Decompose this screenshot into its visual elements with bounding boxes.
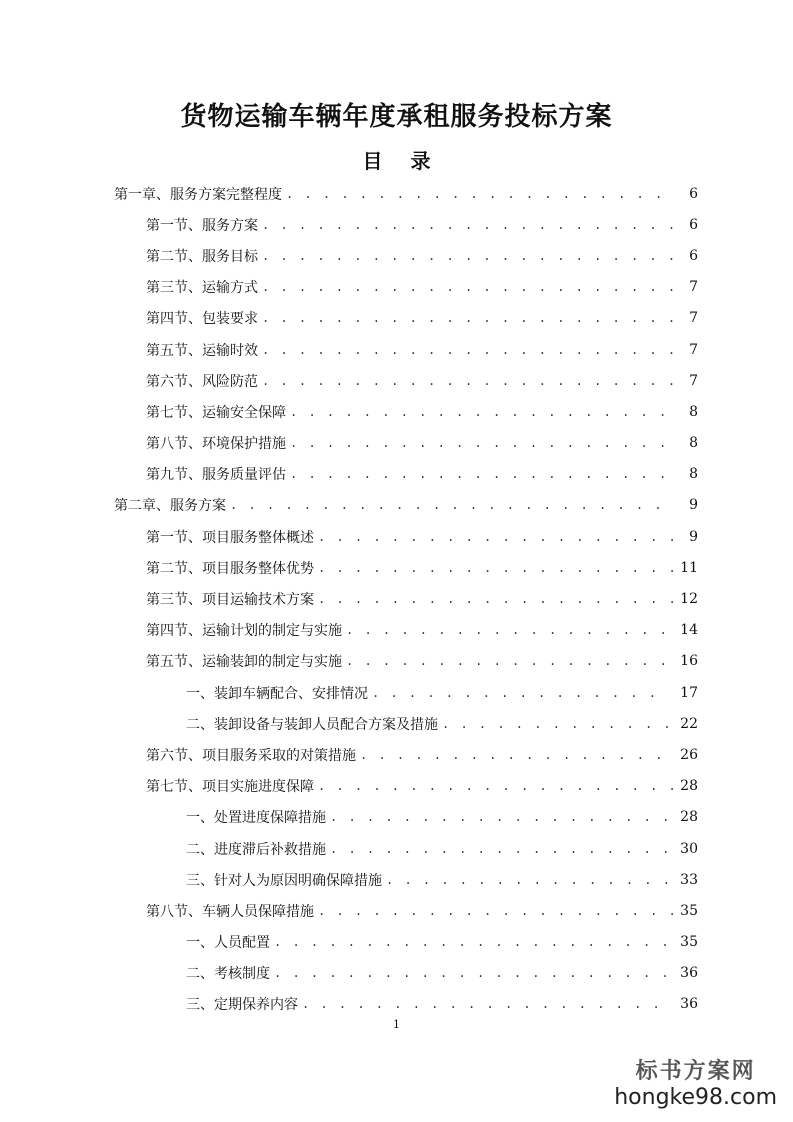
toc-entry-label: 二、装卸设备与装卸人员配合方案及措施	[186, 716, 438, 733]
page-number: 1	[393, 1018, 400, 1031]
toc-entry-page: 7	[689, 372, 698, 389]
toc-dot-leader	[442, 717, 670, 731]
toc-entry-label: 第二节、服务目标	[146, 248, 258, 265]
toc-entry-label: 一、装卸车辆配合、安排情况	[186, 685, 368, 702]
toc-entry-label: 第二章、服务方案	[114, 498, 226, 515]
toc-entry-label: 第四节、运输计划的制定与实施	[146, 623, 342, 640]
toc-dot-leader	[318, 592, 674, 606]
toc-entry-page: 8	[689, 403, 698, 420]
toc-dot-leader	[290, 467, 674, 481]
toc-entry[interactable]	[146, 521, 698, 552]
toc-entry-label: 第二节、项目服务整体优势	[146, 560, 314, 577]
toc-entry[interactable]	[146, 334, 698, 365]
toc-entry-label: 二、进度滞后补救措施	[186, 841, 326, 858]
toc-entry[interactable]	[114, 490, 698, 521]
toc-entry-label: 第一节、服务方案	[146, 217, 258, 234]
toc-dot-leader	[274, 966, 670, 980]
toc-entry-label: 第五节、运输时效	[146, 342, 258, 359]
toc-entry-label: 第三节、项目运输技术方案	[146, 592, 314, 609]
toc-dot-leader	[286, 187, 674, 201]
toc-dot-leader	[330, 842, 670, 856]
toc-entry-label: 第八节、车辆人员保障措施	[146, 903, 314, 920]
toc-entry[interactable]	[186, 958, 698, 989]
site-watermark	[614, 1054, 777, 1110]
toc-dot-leader	[262, 343, 674, 357]
toc-entry-page: 16	[680, 653, 698, 670]
toc-entry-label: 第一章、服务方案完整程度	[114, 186, 282, 203]
toc-entry-page: 28	[680, 778, 698, 795]
toc-entry-page: 7	[689, 310, 698, 327]
toc-dot-leader	[346, 623, 674, 637]
toc-entry-page: 30	[680, 840, 698, 857]
toc-dot-leader	[360, 748, 674, 762]
toc-entry-label: 第九节、服务质量评估	[146, 467, 286, 484]
toc-entry[interactable]	[186, 864, 698, 895]
toc-entry-page: 7	[689, 341, 698, 358]
toc-entry[interactable]	[146, 303, 698, 334]
toc-entry-label: 一、人员配置	[186, 935, 270, 952]
toc-entry[interactable]	[146, 272, 698, 303]
toc-entry-page: 36	[680, 996, 698, 1013]
toc-entry-page: 17	[680, 684, 698, 701]
toc-heading-right: 录	[410, 149, 431, 173]
toc-dot-leader	[386, 873, 670, 887]
toc-dot-leader	[302, 997, 670, 1011]
toc-entry-label: 第四节、包装要求	[146, 311, 258, 328]
toc-entry-page: 8	[689, 466, 698, 483]
toc-entry-label: 第六节、风险防范	[146, 373, 258, 390]
toc-dot-leader	[274, 935, 670, 949]
toc-entry[interactable]	[146, 646, 698, 677]
table-of-contents	[0, 178, 793, 1020]
document-title: 货物运输车辆年度承租服务投标方案	[180, 102, 613, 132]
toc-dot-leader	[318, 779, 674, 793]
toc-entry-label: 第七节、项目实施进度保障	[146, 779, 314, 796]
toc-entry-label: 第一节、项目服务整体概述	[146, 529, 314, 546]
toc-entry[interactable]	[186, 927, 698, 958]
toc-heading-left: 目	[362, 149, 383, 173]
toc-entry-page: 35	[680, 902, 698, 919]
toc-entry-label: 二、考核制度	[186, 966, 270, 983]
toc-entry[interactable]	[146, 895, 698, 926]
toc-dot-leader	[346, 654, 674, 668]
toc-entry[interactable]	[186, 802, 698, 833]
toc-entry-page: 9	[689, 497, 698, 514]
toc-entry-label: 第七节、运输安全保障	[146, 404, 286, 421]
toc-entry-page: 6	[689, 185, 698, 202]
toc-entry-label: 第八节、环境保护措施	[146, 436, 286, 453]
toc-entry-page: 6	[689, 247, 698, 264]
toc-entry-page: 22	[680, 715, 698, 732]
toc-entry[interactable]	[146, 739, 698, 770]
toc-dot-leader	[262, 218, 674, 232]
toc-entry[interactable]	[146, 240, 698, 271]
toc-entry-page: 36	[680, 965, 698, 982]
toc-entry-page: 35	[680, 934, 698, 951]
toc-heading	[0, 145, 793, 174]
toc-entry-page: 8	[689, 435, 698, 452]
toc-entry[interactable]	[114, 178, 698, 209]
toc-entry[interactable]	[146, 396, 698, 427]
toc-entry-page: 6	[689, 216, 698, 233]
toc-dot-leader	[372, 686, 670, 700]
toc-entry[interactable]	[186, 677, 698, 708]
toc-entry[interactable]	[146, 552, 698, 583]
toc-entry-page: 33	[680, 871, 698, 888]
toc-dot-leader	[290, 405, 674, 419]
toc-entry-page: 14	[680, 622, 698, 639]
toc-dot-leader	[318, 530, 674, 544]
toc-dot-leader	[318, 561, 674, 575]
toc-entry[interactable]	[146, 365, 698, 396]
toc-entry[interactable]	[146, 771, 698, 802]
toc-dot-leader	[262, 311, 674, 325]
toc-entry-page: 9	[689, 528, 698, 545]
toc-entry[interactable]	[186, 833, 698, 864]
toc-dot-leader	[262, 374, 674, 388]
toc-entry-page: 28	[680, 809, 698, 826]
toc-entry[interactable]	[146, 428, 698, 459]
toc-dot-leader	[262, 249, 674, 263]
toc-entry-label: 一、处置进度保障措施	[186, 810, 326, 827]
toc-entry[interactable]	[186, 989, 698, 1020]
toc-dot-leader	[230, 498, 674, 512]
toc-dot-leader	[330, 810, 670, 824]
toc-entry-page: 26	[680, 746, 698, 763]
toc-entry[interactable]	[146, 209, 698, 240]
toc-entry[interactable]	[146, 615, 698, 646]
toc-dot-leader	[318, 904, 674, 918]
toc-dot-leader	[262, 280, 674, 294]
toc-entry-label: 第三节、运输方式	[146, 280, 258, 297]
toc-entry-label: 三、针对人为原因明确保障措施	[186, 872, 382, 889]
watermark-domain: hongke98.com	[614, 1085, 777, 1110]
toc-entry-page: 11	[680, 559, 698, 576]
watermark-site-name: 标书方案网	[635, 1059, 756, 1084]
toc-entry-page: 12	[680, 591, 698, 608]
toc-entry[interactable]	[186, 708, 698, 739]
toc-entry[interactable]	[146, 459, 698, 490]
toc-entry-label: 三、定期保养内容	[186, 997, 298, 1014]
toc-entry-label: 第五节、运输装卸的制定与实施	[146, 654, 342, 671]
toc-dot-leader	[290, 436, 674, 450]
toc-entry-page: 7	[689, 279, 698, 296]
toc-entry[interactable]	[146, 583, 698, 614]
toc-entry-label: 第六节、项目服务采取的对策措施	[146, 747, 356, 764]
